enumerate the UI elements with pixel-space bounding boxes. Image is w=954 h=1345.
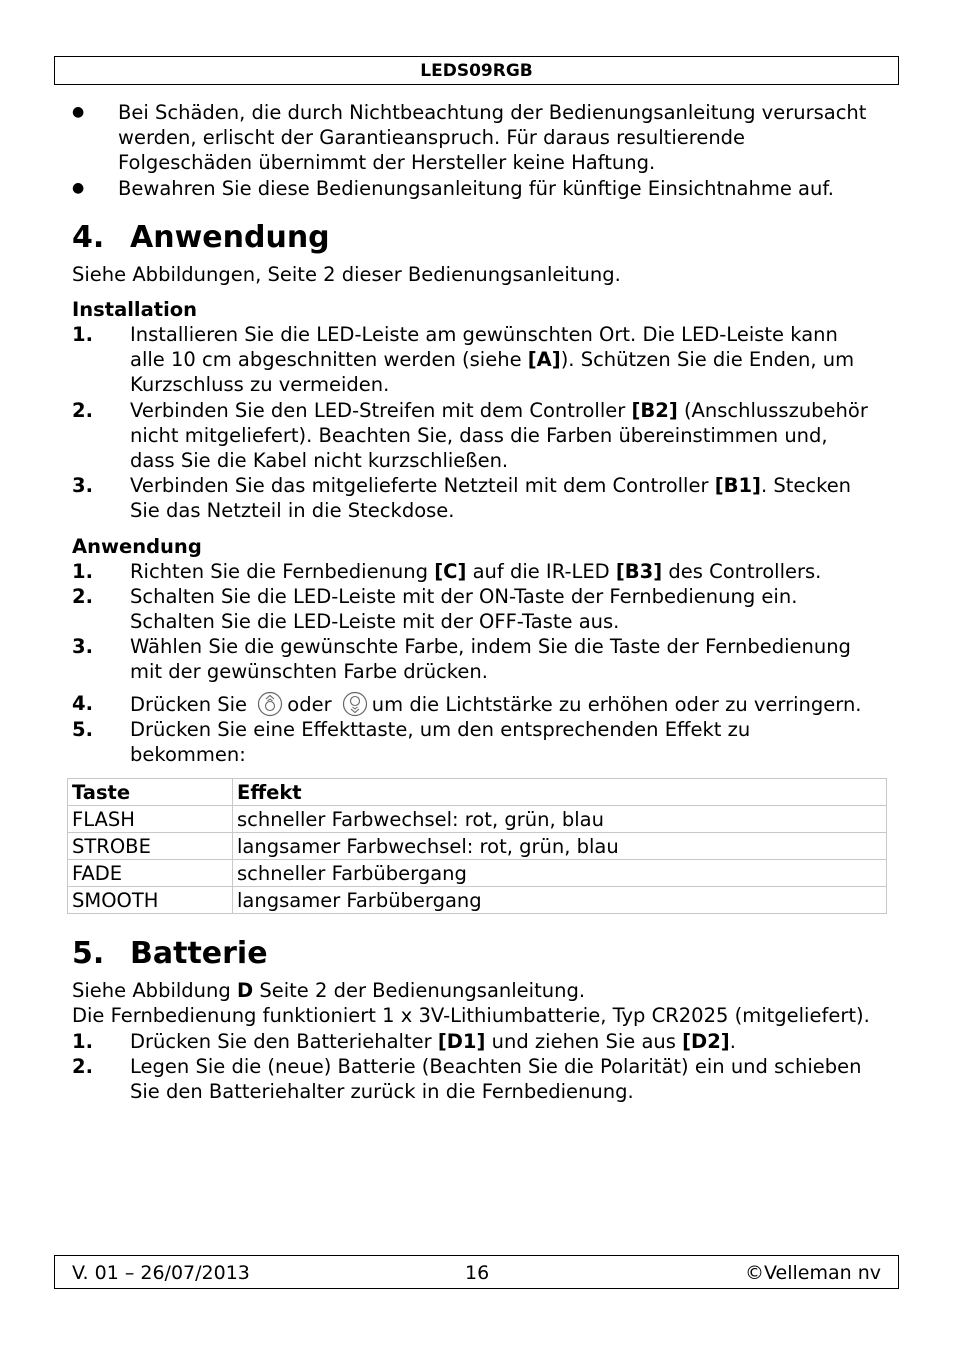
version-date: V. 01 – 26/07/2013 bbox=[72, 1262, 250, 1284]
page-content bbox=[72, 100, 872, 1104]
table-header-row bbox=[68, 779, 887, 806]
table-cell: schneller Farbwechsel: rot, grün, blau bbox=[233, 806, 887, 833]
intro-bullet-list bbox=[72, 100, 872, 201]
list-item: 3. Wählen Sie die gewünschte Farbe, indem Sie die Taste der Fernbedienung mit der gewünschten Farbe drücken. bbox=[72, 635, 851, 684]
section-5-heading: 5. Batterie bbox=[72, 936, 268, 972]
list-item: 5. Drücken Sie eine Effekttaste, um den entsprechenden Effekt zu bekommen: bbox=[72, 717, 751, 767]
page-header bbox=[54, 56, 899, 85]
page-number: 16 bbox=[465, 1262, 490, 1284]
bullet-icon: ● bbox=[72, 179, 85, 196]
section-4-intro: Siehe Abbildungen, Seite 2 dieser Bedienungsanleitung. bbox=[72, 262, 621, 286]
effects-table bbox=[67, 778, 887, 914]
list-item: ● Bei Schäden, die durch Nichtbeachtung der Bedienungsanleitung verursacht werden, erlischt der Garantieanspruch. Für daraus resultierende Folgeschäden übernimmt der Hersteller keine Haftung. bbox=[72, 101, 867, 175]
usage-steps bbox=[72, 559, 872, 768]
column-header: Taste bbox=[68, 779, 233, 806]
table-row bbox=[68, 887, 887, 914]
table-row bbox=[68, 860, 887, 887]
list-item: 2. Legen Sie die (neue) Batterie (Beachten Sie die Polarität) ein und schieben Sie den Batteriehalter zurück in die Fernbedienung. bbox=[72, 1054, 862, 1104]
installation-steps bbox=[72, 322, 872, 524]
table-cell: langsamer Farbübergang bbox=[233, 887, 887, 914]
bullet-icon: ● bbox=[72, 104, 85, 120]
list-item: 1. Installieren Sie die LED-Leiste am gewünschten Ort. Die LED-Leiste kann alle 10 cm abgeschnitten werden (siehe [A]). Schützen Sie die Enden, um Kurzschluss zu vermeiden. bbox=[72, 323, 855, 397]
table-cell: langsamer Farbwechsel: rot, grün, blau bbox=[233, 833, 887, 860]
list-item: 1. Richten Sie die Fernbedienung [C] auf die IR-LED [B3] des Controllers. bbox=[72, 559, 822, 583]
installation-heading: Installation bbox=[72, 298, 198, 322]
table-cell: FLASH bbox=[68, 806, 233, 833]
usage-heading: Anwendung bbox=[72, 534, 202, 558]
table-cell: schneller Farbübergang bbox=[233, 860, 887, 887]
column-header: Effekt bbox=[233, 779, 887, 806]
copyright: ©Velleman nv bbox=[745, 1262, 881, 1284]
model-title: LEDS09RGB bbox=[420, 61, 533, 81]
table-row bbox=[68, 806, 887, 833]
list-item: 1. Drücken Sie den Batteriehalter [D1] und ziehen Sie aus [D2]. bbox=[72, 1029, 736, 1053]
list-item: ● Bewahren Sie diese Bedienungsanleitung für künftige Einsichtnahme auf. bbox=[72, 176, 834, 200]
table-row bbox=[68, 833, 887, 860]
section-5-battery-info: Die Fernbedienung funktioniert 1 x 3V-Lithiumbatterie, Typ CR2025 (mitgeliefert). bbox=[72, 1004, 870, 1028]
page-footer bbox=[54, 1255, 899, 1289]
brightness-down-icon bbox=[342, 691, 368, 717]
table-cell: FADE bbox=[68, 860, 233, 887]
table-cell: SMOOTH bbox=[68, 887, 233, 914]
list-item: 4. Drücken Sie oder um die Lichtstärke zu erhöhen oder zu verringern. bbox=[72, 691, 862, 716]
section-5-intro: Siehe Abbildung D Seite 2 der Bedienungsanleitung. bbox=[72, 979, 586, 1003]
table-cell: STROBE bbox=[68, 833, 233, 860]
battery-steps bbox=[72, 1029, 872, 1105]
list-item: 2. Schalten Sie die LED-Leiste mit der ON-Taste der Fernbedienung ein. Schalten Sie die LED-Leiste mit der OFF-Taste aus. bbox=[72, 584, 798, 634]
list-item: 2. Verbinden Sie den LED-Streifen mit dem Controller [B2] (Anschlusszubehör nicht mitgeliefert). Beachten Sie, dass die Farben übereinstimmen und, dass Sie die Kabel nicht kurzschließen. bbox=[72, 398, 868, 473]
list-item: 3. Verbinden Sie das mitgelieferte Netzteil mit dem Controller [B1]. Stecken Sie das Netzteil in die Steckdose. bbox=[72, 474, 852, 523]
brightness-up-icon bbox=[257, 691, 283, 717]
section-4-heading: 4. Anwendung bbox=[72, 219, 330, 255]
